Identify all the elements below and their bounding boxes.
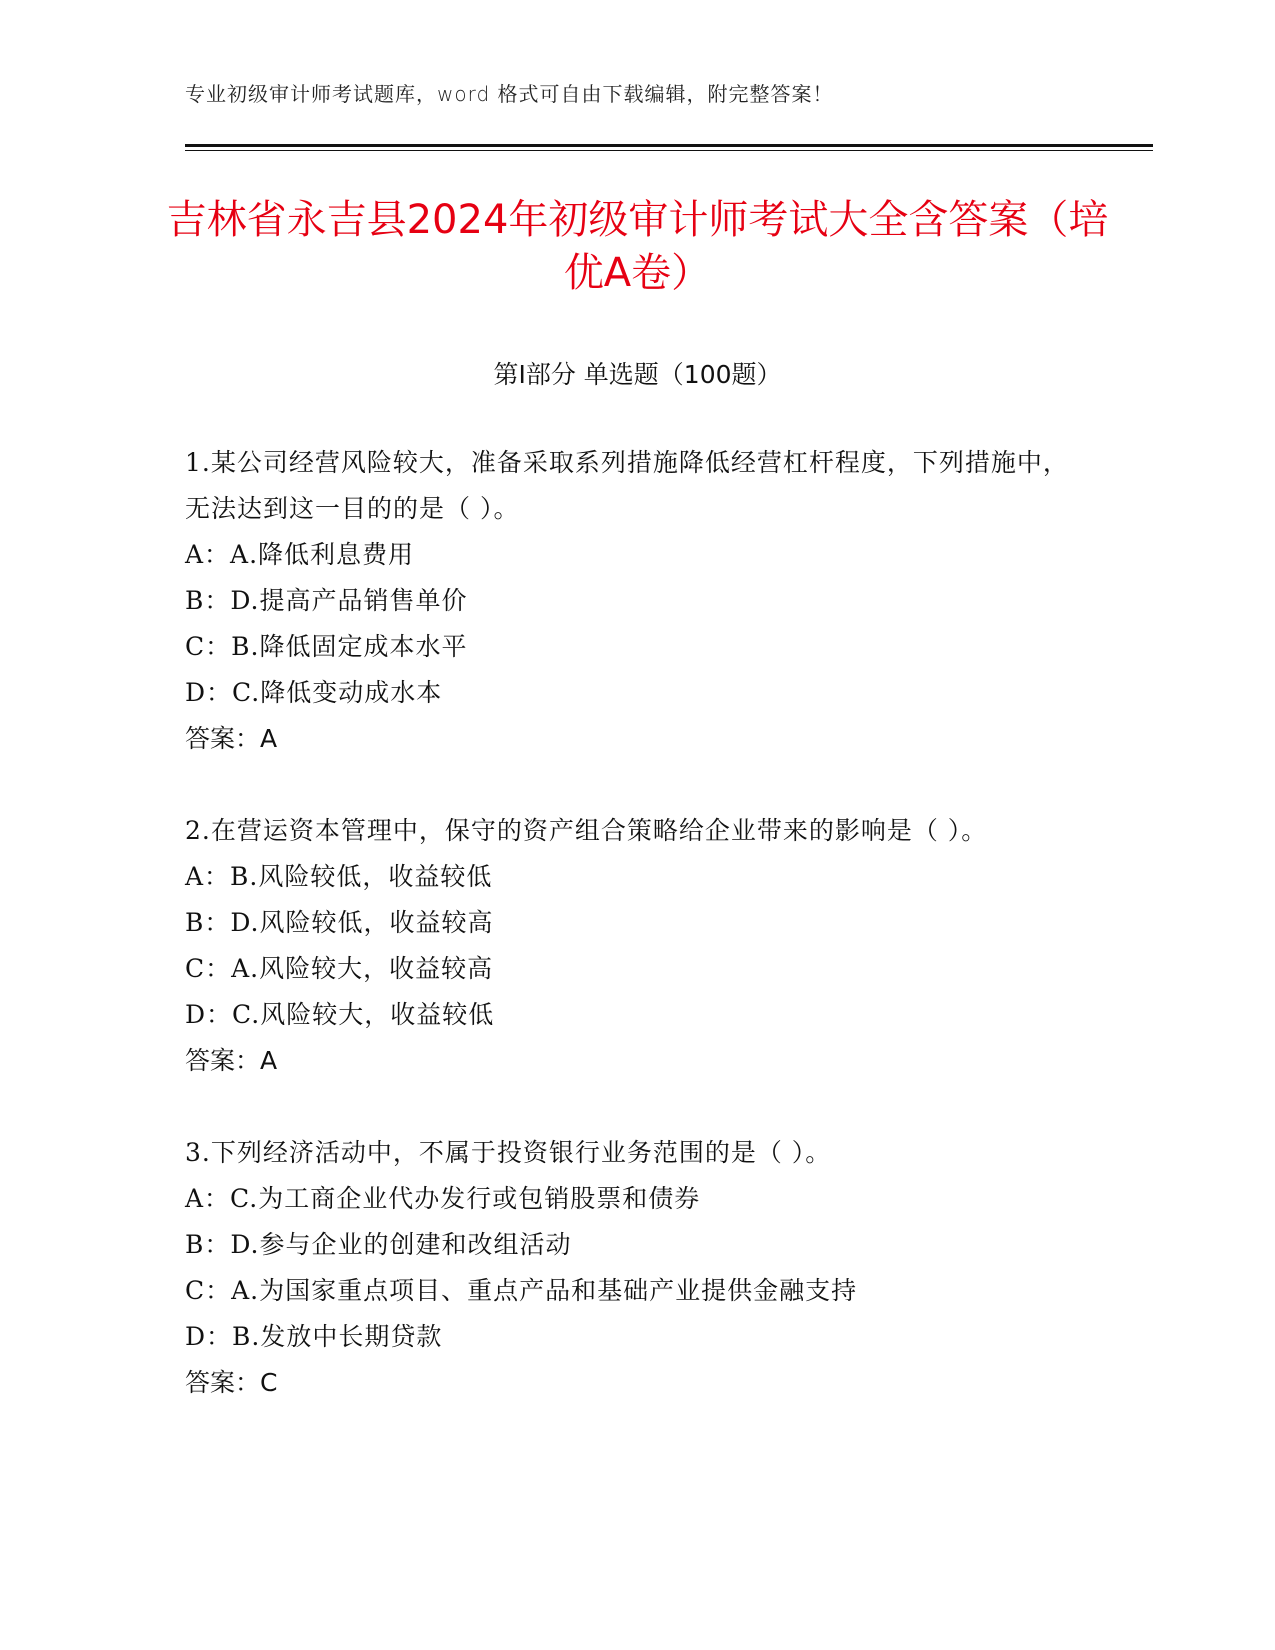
question-item <box>185 440 1085 762</box>
question-list <box>185 440 1085 1452</box>
option-a: A：B.风险较低，收益较低 <box>185 862 493 891</box>
question-item <box>185 808 1085 1084</box>
option-b: B：D.风险较低，收益较高 <box>185 908 494 937</box>
header-rule-thin <box>185 150 1153 151</box>
question-item <box>185 1130 1085 1406</box>
option-c: C：A.为国家重点项目、重点产品和基础产业提供金融支持 <box>185 1276 858 1305</box>
option-c: C：B.降低固定成本水平 <box>185 632 468 661</box>
header-note: 专业初级审计师考试题库，word 格式可自由下载编辑，附完整答案！ <box>185 82 834 106</box>
option-d: D：C.降低变动成水本 <box>185 678 443 707</box>
option-d: D：C.风险较大，收益较低 <box>185 1000 495 1029</box>
answer-line: 答案：C <box>185 1368 278 1397</box>
header-rule-thick <box>185 144 1153 147</box>
option-c: C：A.风险较大，收益较高 <box>185 954 494 983</box>
option-a: A：A.降低利息费用 <box>185 540 415 569</box>
option-b: B：D.提高产品销售单价 <box>185 586 468 615</box>
document-title: 吉林省永吉县2024年初级审计师考试大全含答案（培优A卷） <box>166 197 1109 296</box>
question-stem: 2.在营运资本管理中，保守的资产组合策略给企业带来的影响是（ ）。 <box>185 816 988 845</box>
question-stem: 1.某公司经营风险较大，准备采取系列措施降低经营杠杆程度，下列措施中，无法达到这一目的的是（ ）。 <box>185 448 1069 523</box>
option-d: D：B.发放中长期贷款 <box>185 1322 443 1351</box>
answer-line: 答案：A <box>185 1046 278 1075</box>
section-title: 第Ⅰ部分 单选题（100题） <box>493 360 782 389</box>
option-a: A：C.为工商企业代办发行或包销股票和债券 <box>185 1184 701 1213</box>
option-b: B：D.参与企业的创建和改组活动 <box>185 1230 572 1259</box>
answer-line: 答案：A <box>185 724 278 753</box>
question-stem: 3.下列经济活动中，不属于投资银行业务范围的是（ ）。 <box>185 1138 832 1167</box>
